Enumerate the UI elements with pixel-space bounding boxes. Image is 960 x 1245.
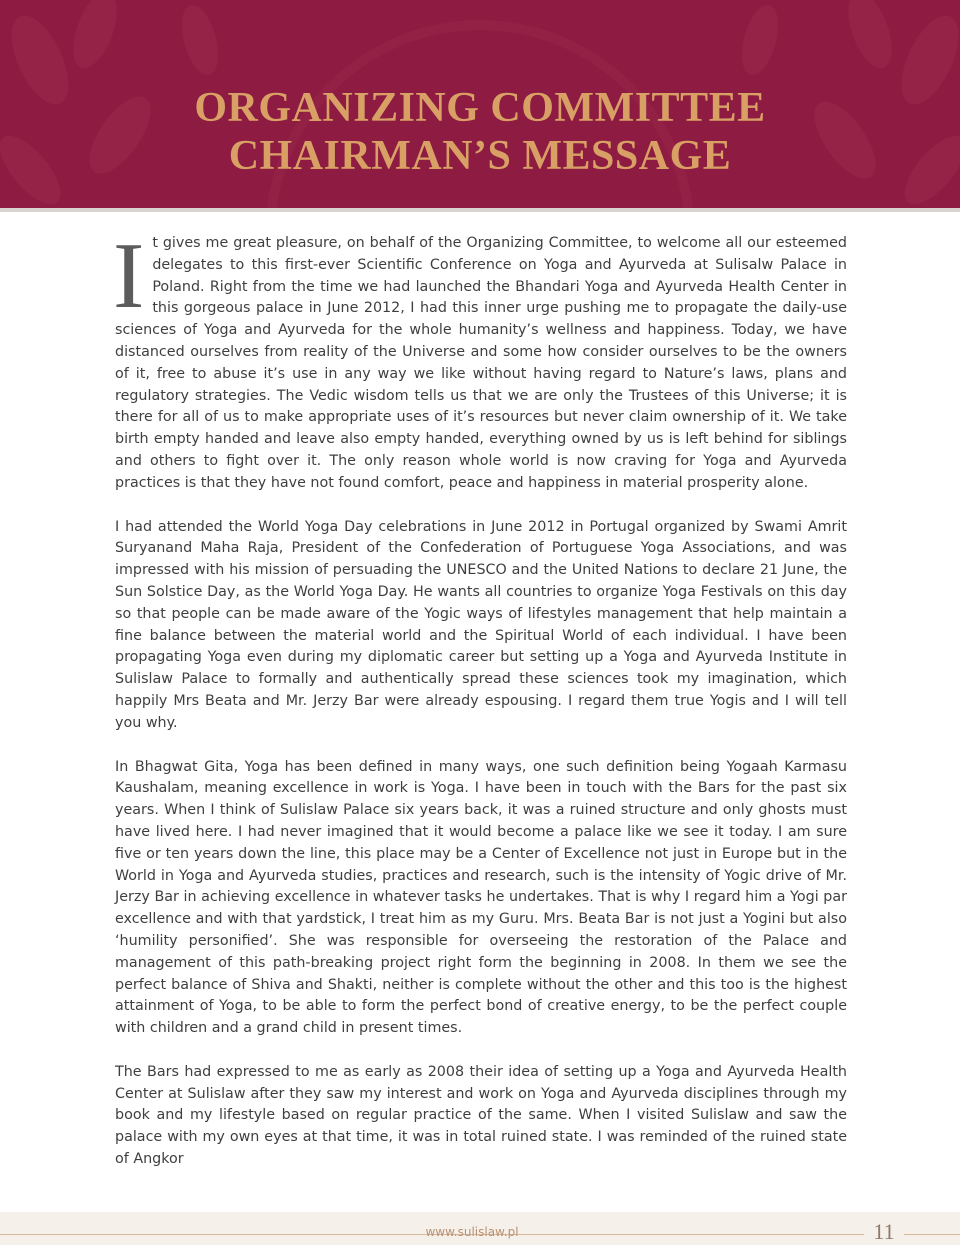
- title-line-1: ORGANIZING COMMITTEE: [194, 85, 766, 131]
- paragraph-2: I had attended the World Yoga Day celebrations in June 2012 in Portugal organized by Swami Amrit Suryanand Maha Raja, President of the Confederation of Portuguese Yoga Associations, and was impressed with his mission of persuading the UNESCO and the United Nations to declare 21 June, the Sun Solstice Day, as the World Yoga Day. He wants all countries to organize Yoga Festivals on this day so that people can be made aware of the Yogic ways of lifestyles management that help maintain a fine balance between the material world and the Spiritual World of each individual. I have been propagating Yoga even during my diplomatic career but setting up a Yoga and Ayurveda Institute in Sulislaw Palace to formally and authentically spread these sciences took my imagination, which happily Mrs Beata and Mr. Jerzy Bar were already espousing. I regard them true Yogis and I will tell you why.: [115, 518, 847, 731]
- footer-url[interactable]: www.sulislaw.pl: [425, 1225, 519, 1239]
- article-body: [113, 224, 847, 1193]
- header-banner: [0, 0, 960, 208]
- paragraph-4: The Bars had expressed to me as early as 2008 their idea of setting up a Yoga and Ayurveda Health Center at Sulislaw after they saw my interest and work on Yoga and Ayurveda disciplines through my book and my lifestyle based on regular practice of the same. When I visited Sulislaw and saw the palace with my own eyes at that time, it was in total ruined state. I was reminded of the ruined state of Angkor: [115, 1063, 847, 1168]
- drop-cap: I: [113, 224, 145, 328]
- header-divider: [0, 208, 960, 212]
- paragraph-1: [113, 224, 847, 495]
- page-number: 11: [864, 1219, 904, 1245]
- page-title: [0, 84, 960, 180]
- paragraph-1-text: t gives me great pleasure, on behalf of the Organizing Committee, to welcome all our esteemed delegates to this first-ever Scientific Conference on Yoga and Ayurveda at Sulisalw Palace in Poland. Right from the time we had launched the Bhandari Yoga and Ayurveda Health Center in this gorgeous palace in June 2012, I had this inner urge pushing me to propagate the daily-use sciences of Yoga and Ayurveda for the whole humanity’s wellness and happiness. Today, we have distanced ourselves from reality of the Universe and some how consider ourselves to be the owners of it, free to abuse it’s use in any way we like without having regard to Nature’s laws, plans and regulatory strategies. The Vedic wisdom tells us that we are only the Trustees of this Universe; it is there for all of us to make appropriate uses of it’s resources but never claim ownership of it. We take birth empty handed and leave also empty handed, everything owned by us is left behind for siblings and others to fight over it. The only reason whole world is now craving for Yoga and Ayurveda practices is that they have not found comfort, peace and happiness in material prosperity alone.: [115, 235, 847, 491]
- paragraph-3: In Bhagwat Gita, Yoga has been defined in many ways, one such definition being Yogaah Karmasu Kaushalam, meaning excellence in work is Yoga. I have been in touch with the Bars for the past six years. When I think of Sulislaw Palace six years back, it was a ruined structure and only ghosts must have lived here. I had never imagined that it would become a palace like we see it today. I am sure five or ten years down the line, this place may be a Center of Excellence not just in Europe but in the World in Yoga and Ayurveda studies, practices and research, such is the intensity of Yogic drive of Mr. Jerzy Bar in achieving excellence in whatever tasks he undertakes. That is why I regard him a Yogi par excellence and with that yardstick, I treat him as my Guru. Mrs. Beata Bar is not just a Yogini but also ‘humility personified’. She was responsible for overseeing the restoration of the Palace and management of this path-breaking project right form the beginning in 2008. In them we see the perfect balance of Shiva and Shakti, neither is complete without the other and this too is the highest attainment of Yoga, to be able to form the perfect bond of creative energy, to be the perfect couple with children and a grand child in present times.: [115, 758, 847, 1037]
- title-line-2: CHAIRMAN’S MESSAGE: [228, 133, 732, 179]
